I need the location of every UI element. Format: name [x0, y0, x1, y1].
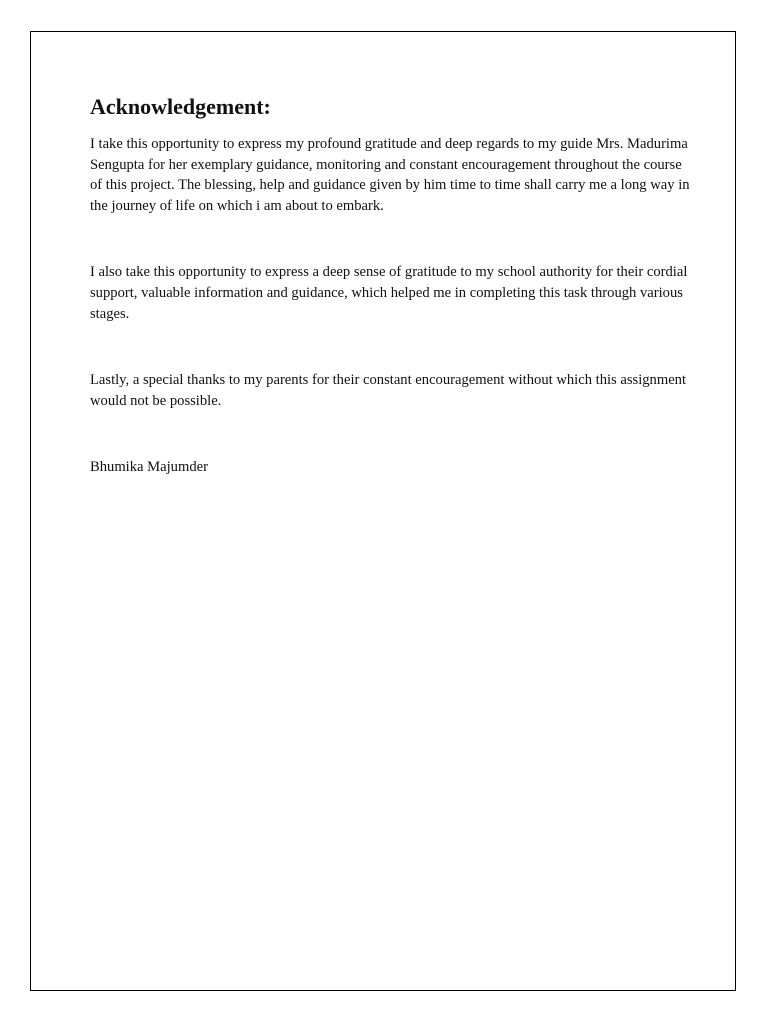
paragraph-school-gratitude: I also take this opportunity to express a deep sense of gratitude to my school authority for their cordial support, valuable information and guidance, which helped me in completing this task through various stages.: [90, 264, 688, 322]
author-signature: Bhumika Majumder: [90, 459, 208, 476]
paragraph-guide-gratitude: I take this opportunity to express my profound gratitude and deep regards to my guide Mrs. Madurima Sengupta for her exemplary guidance, monitoring and constant encouragement throughout the course of this project. The blessing, help and guidance given by him time to time shall carry me a long way in the journey of life on which i am about to embark.: [90, 136, 690, 214]
document-body: [90, 93, 690, 478]
page-title: Acknowledgement:: [90, 94, 271, 119]
paragraph-parents-thanks: Lastly, a special thanks to my parents for their constant encouragement without which this assignment would not be possible.: [90, 372, 687, 409]
